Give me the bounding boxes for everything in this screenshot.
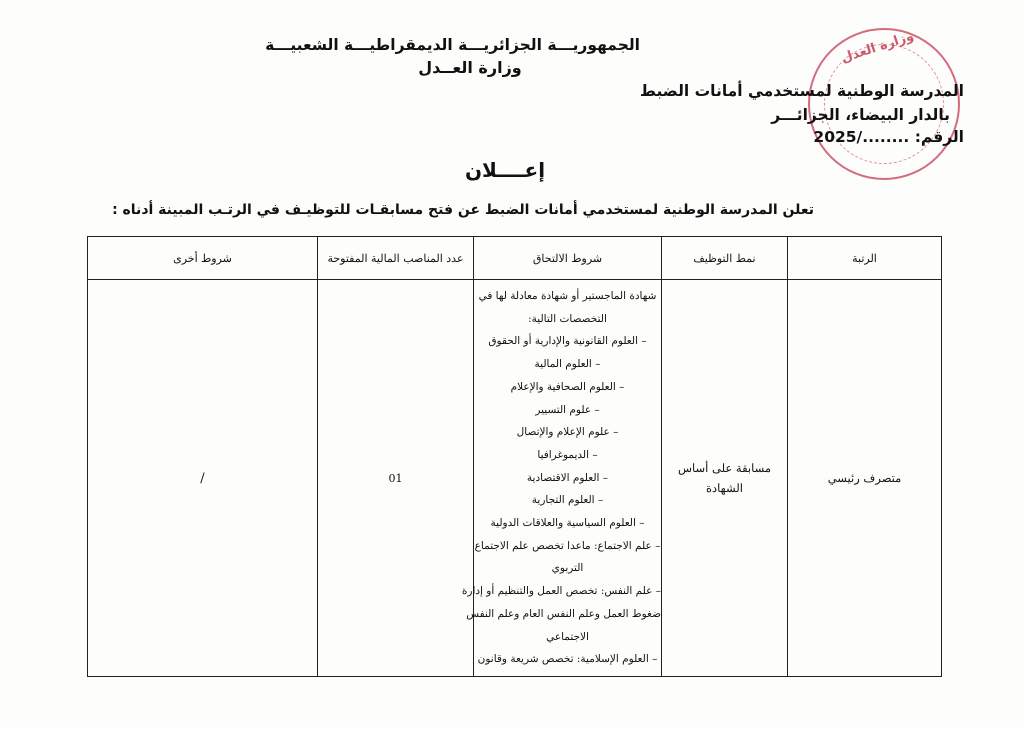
- cell-other-conditions: /: [88, 280, 318, 677]
- header-conditions: شروط الالتحاق: [474, 237, 662, 280]
- condition-line: – العلوم الصحافية والإعلام: [510, 380, 625, 393]
- condition-line: الاجتماعي: [546, 630, 589, 643]
- cell-open-positions: 01: [318, 280, 474, 677]
- condition-line: شهادة الماجستير أو شهادة معادلة لها في: [478, 290, 657, 303]
- header-recruitment-mode: نمط التوظيف: [662, 237, 788, 280]
- announcement-title: إعــــلان: [464, 158, 546, 182]
- table-row: [88, 280, 942, 677]
- condition-line: التخصصات التالية:: [528, 312, 607, 325]
- stamp-label: وزارة العدل: [839, 28, 916, 67]
- cell-rank: متصرف رئيسي: [788, 280, 942, 677]
- header-rank: الرتبة: [788, 237, 942, 280]
- announcement-intro: تعلن المدرسة الوطنية لمستخدمي أمانات الضبط عن فتح مسابقـات للتوظيـف في الرتـب المبينة أدناه :: [112, 202, 814, 218]
- condition-line: – العلوم الإسلامية: تخصص شريعة وقانون: [477, 653, 658, 666]
- header-other-conditions: شروط أخرى: [88, 237, 318, 280]
- condition-line: – العلوم الاقتصادية: [526, 471, 609, 484]
- ministry-heading: وزارة العــدل: [418, 58, 522, 77]
- header-open-positions: عدد المناصب المالية المفتوحة: [318, 237, 474, 280]
- condition-line: – الديموغرافيا: [537, 448, 598, 461]
- cell-recruitment-mode: [662, 280, 788, 677]
- positions-table: [87, 236, 942, 677]
- condition-line: – علوم الإعلام والإتصال: [516, 426, 619, 439]
- condition-line: – علم النفس: تخصص العمل والتنظيم أو إدارة: [461, 585, 661, 598]
- condition-line: – علوم التسيير: [535, 403, 600, 416]
- condition-line: ضغوط العمل وعلم النفس العام وعلم النفس: [466, 607, 661, 620]
- republic-heading: الجمهوريـــة الجزائريـــة الديمقراطيـــة الشعبيـــة: [265, 36, 640, 54]
- condition-line: – العلوم السياسية والعلاقات الدولية: [490, 517, 645, 530]
- condition-line: – العلوم المالية: [534, 358, 601, 371]
- condition-line: التربوي: [551, 562, 584, 575]
- condition-line: – علم الاجتماع: ماعدا تخصص علم الاجتماع: [474, 539, 661, 552]
- condition-line: – العلوم التجارية: [531, 494, 604, 507]
- recruitment-mode-text: مسابقة على أساس الشهادة: [677, 461, 772, 495]
- cell-conditions: [461, 280, 662, 677]
- table-header-row: [88, 237, 942, 280]
- school-address: بالدار البيضاء، الجزائـــر: [771, 106, 950, 124]
- school-name: المدرسة الوطنية لمستخدمي أمانات الضبط: [639, 82, 964, 100]
- reference-number: الرقم: ......../2025: [813, 128, 964, 146]
- condition-line: – العلوم القانونية والإدارية أو الحقوق: [488, 335, 647, 348]
